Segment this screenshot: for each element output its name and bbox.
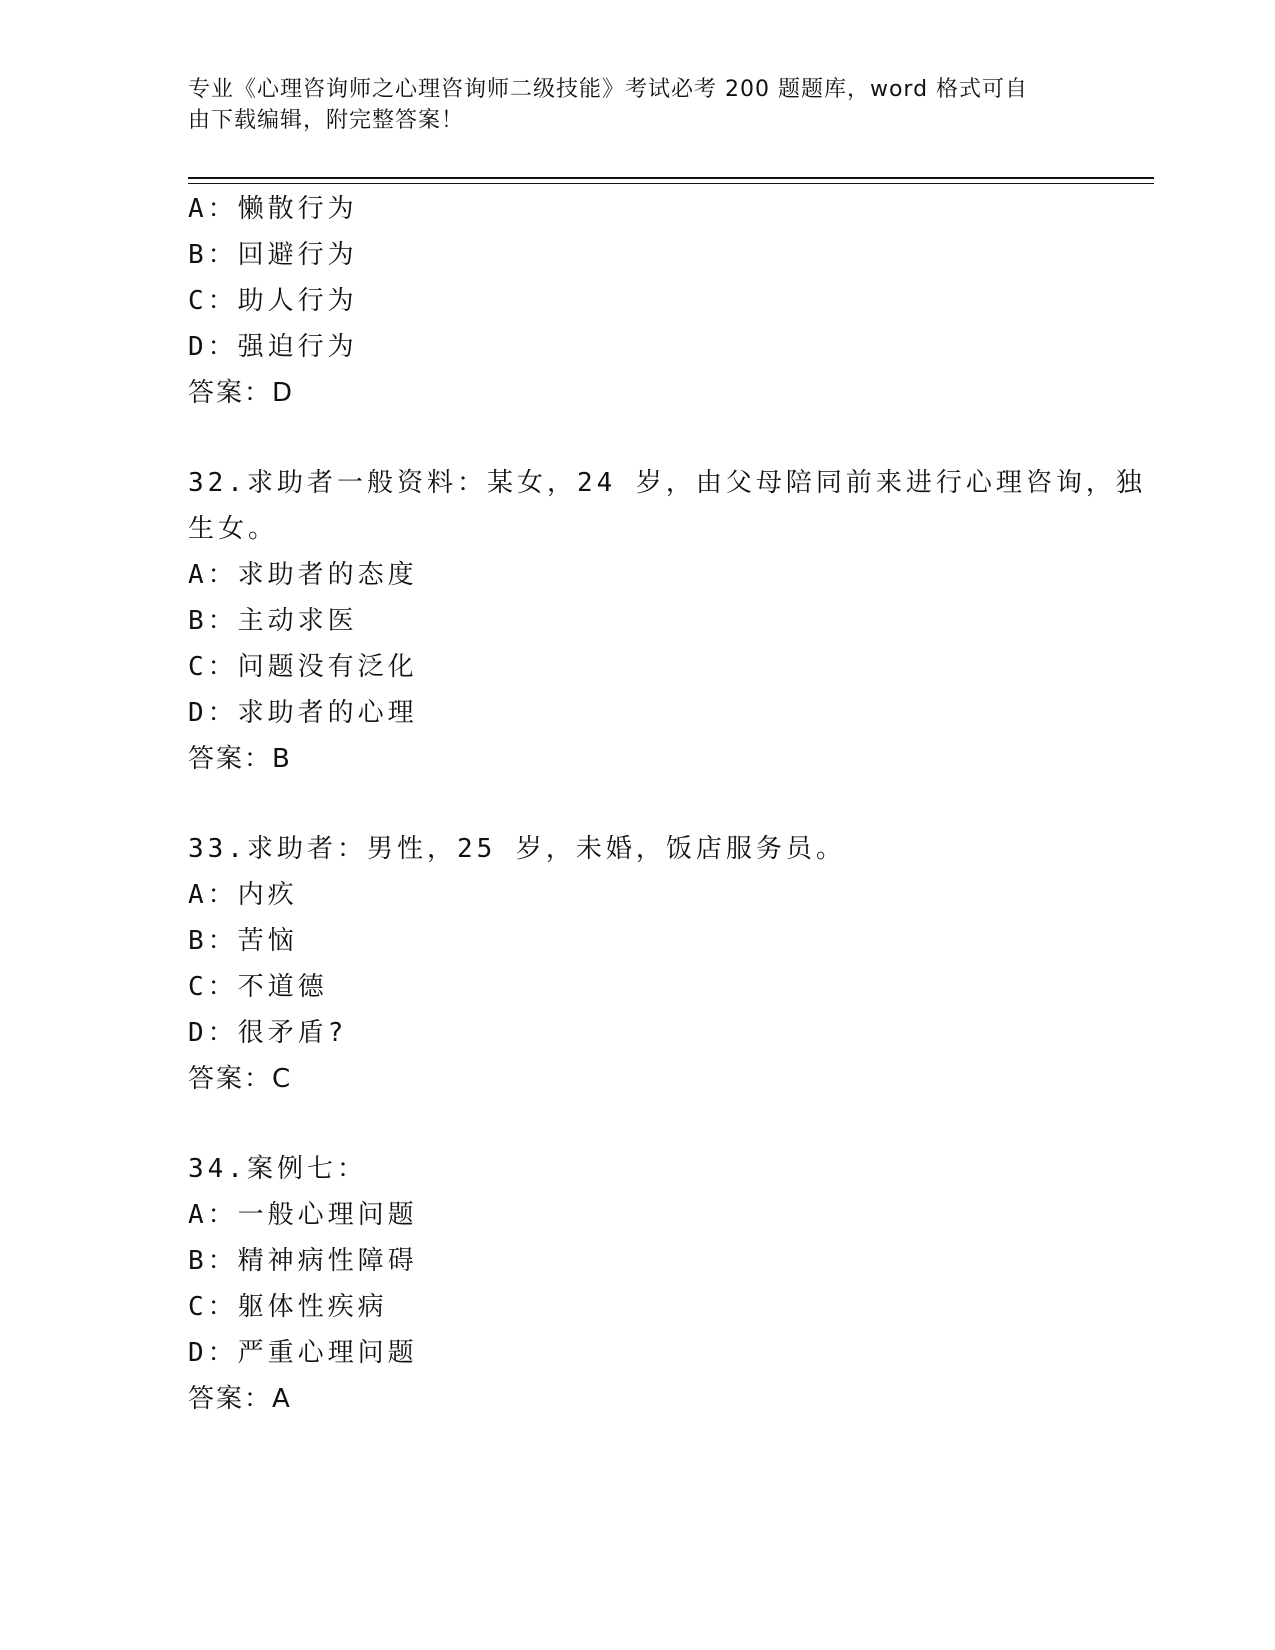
question-list bbox=[188, 186, 1146, 1422]
option-b: B：精神病性障碍 bbox=[188, 1246, 418, 1276]
question-31 bbox=[188, 186, 1088, 416]
question-32 bbox=[188, 460, 1146, 782]
option-c: C：助人行为 bbox=[188, 286, 358, 316]
option-b: B：苦恼 bbox=[188, 926, 298, 956]
option-c: C：不道德 bbox=[188, 972, 328, 1002]
question-33 bbox=[188, 826, 1088, 1102]
option-b: B：回避行为 bbox=[188, 240, 358, 270]
header-divider-thin bbox=[188, 183, 1154, 184]
option-c: C：躯体性疾病 bbox=[188, 1292, 388, 1322]
answer-line: 答案：A bbox=[188, 1384, 292, 1414]
option-d: D：严重心理问题 bbox=[188, 1338, 418, 1368]
spacer bbox=[188, 782, 1088, 826]
document-header bbox=[188, 74, 1068, 136]
option-d: D：很矛盾? bbox=[188, 1018, 348, 1048]
option-c: C：问题没有泛化 bbox=[188, 652, 418, 682]
answer-line: 答案：C bbox=[188, 1064, 293, 1094]
option-d: D：求助者的心理 bbox=[188, 698, 418, 728]
option-a: A：懒散行为 bbox=[188, 194, 358, 224]
question-34 bbox=[188, 1146, 1088, 1422]
option-a: A：内疚 bbox=[188, 880, 298, 910]
spacer bbox=[188, 416, 1088, 460]
header-line-2: 由下载编辑，附完整答案！ bbox=[188, 108, 465, 133]
option-b: B：主动求医 bbox=[188, 606, 358, 636]
answer-line: 答案：B bbox=[188, 744, 292, 774]
header-divider-thick bbox=[188, 177, 1154, 179]
header-line-1: 专业《心理咨询师之心理咨询师二级技能》考试必考 200 题题库，word 格式可自 bbox=[188, 77, 1029, 102]
spacer bbox=[188, 1102, 1088, 1146]
question-stem: 33.求助者：男性，25 岁，未婚，饭店服务员。 bbox=[188, 834, 846, 864]
option-d: D：强迫行为 bbox=[188, 332, 358, 362]
answer-line: 答案：D bbox=[188, 378, 295, 408]
question-stem: 34.案例七： bbox=[188, 1154, 367, 1184]
question-stem-line-2: 生女。 bbox=[188, 514, 279, 544]
option-a: A：求助者的态度 bbox=[188, 560, 418, 590]
question-stem-line-1: 32.求助者一般资料：某女，24 岁，由父母陪同前来进行心理咨询，独 bbox=[188, 468, 1146, 498]
option-a: A：一般心理问题 bbox=[188, 1200, 418, 1230]
